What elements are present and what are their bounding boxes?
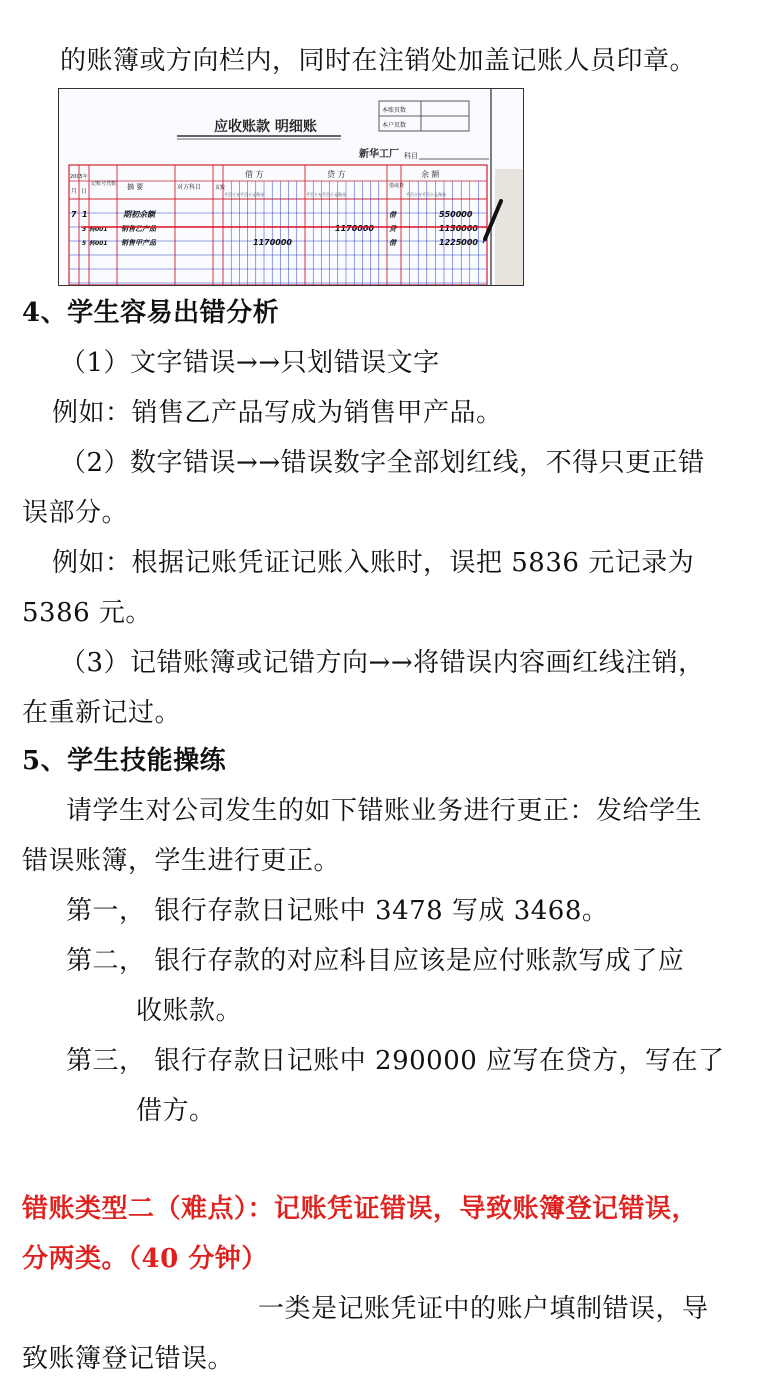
voucher-label: 记账号凭数	[91, 181, 117, 187]
row1-summary: 期初余额	[123, 210, 155, 219]
account-page-label: 本户页数	[382, 122, 407, 129]
company-name: 新华工厂	[359, 149, 399, 160]
section-heading-5: 5、学生技能操练	[22, 746, 227, 776]
row3-day: 5	[82, 240, 87, 247]
list-item: 第三， 银行存款日记账中 290000 应写在贷方，写在了	[66, 1046, 725, 1076]
row2-credit: 1170000	[335, 224, 374, 233]
text-line: 的账簿或方向栏内，同时在注销处加盖记账人员印章。	[60, 46, 697, 76]
page-count-label: 本账页数	[382, 107, 407, 114]
red-heading-line: 错账类型二（难点）：记账凭证错误，导致账簿登记错误，	[22, 1194, 699, 1224]
row1-day: 1	[82, 210, 88, 219]
year-label: 2005年	[70, 174, 88, 180]
list-item-continuation: 收账款。	[136, 996, 243, 1026]
direction-label: 借或贷	[389, 183, 405, 189]
list-item: 第二， 银行存款的对应科目应该是应付账款写成了应	[66, 946, 685, 976]
debit-label: 借 方	[245, 170, 264, 179]
row1-balance: 550000	[439, 210, 473, 219]
text-line: （1）文字错误→→只划错误文字	[60, 348, 440, 378]
row3-summary: 销售甲产品	[121, 239, 156, 247]
row3-direction: 借	[389, 239, 396, 247]
row3-voucher: 转001	[89, 240, 108, 247]
row1-month: 7	[71, 210, 77, 219]
ledger-title: 应收账款 明细账	[214, 119, 317, 135]
row2-summary: 销售乙产品	[121, 225, 156, 233]
list-item: 第一， 银行存款日记账中 3478 写成 3468。	[66, 896, 609, 926]
row3-balance: 1225000	[439, 238, 478, 247]
credit-label: 贷 方	[327, 170, 346, 179]
row3-debit: 1170000	[253, 238, 292, 247]
row1-direction: 借	[389, 211, 396, 219]
balance-digit-units: 千百十万千百十元角分	[406, 192, 446, 197]
month-label: 月	[71, 188, 78, 195]
balance-label: 余 额	[421, 170, 440, 179]
text-line: （3）记错账簿或记错方向→→将错误内容画红线注销，	[60, 648, 705, 678]
ledger-sheet	[59, 89, 523, 285]
text-line: （2）数字错误→→错误数字全部划红线，不得只更正错	[60, 448, 705, 478]
ledger-image	[58, 88, 524, 286]
row2-voucher: 转001	[89, 226, 108, 233]
day-label: 日	[81, 188, 88, 195]
subject-label: 科目	[404, 152, 418, 160]
row2-direction: 贷	[389, 225, 396, 233]
credit-digit-units: 千百十万千百十元角分	[306, 192, 346, 197]
text-line: 致账簿登记错误。	[22, 1344, 235, 1374]
text-line: 例如：根据记账凭证记账入账时，误把 5836 元记录为	[52, 548, 695, 578]
summary-label: 摘 要	[127, 183, 144, 191]
text-line: 一类是记账凭证中的账户填制错误，导	[258, 1294, 709, 1324]
text-line: 5386 元。	[22, 598, 152, 628]
text-line: 例如：销售乙产品写成为销售甲产品。	[52, 398, 503, 428]
text-line: 请学生对公司发生的如下错账业务进行更正：发给学生	[66, 796, 703, 826]
list-item-continuation: 借方。	[136, 1096, 216, 1126]
page-no-label: 页数	[215, 185, 226, 191]
text-line: 错误账簿，学生进行更正。	[22, 846, 341, 876]
row2-balance: 1150000	[439, 224, 478, 233]
red-heading-line: 分两类。（40 分钟）	[22, 1244, 268, 1274]
text-line: 在重新记过。	[22, 698, 182, 728]
section-heading-4: 4、学生容易出错分析	[22, 298, 280, 328]
debit-digit-units: 千百十万千百十元角分	[224, 192, 264, 197]
counter-account-label: 对方科目	[177, 184, 202, 191]
text-line: 误部分。	[22, 498, 129, 528]
row2-day: 3	[82, 226, 87, 233]
